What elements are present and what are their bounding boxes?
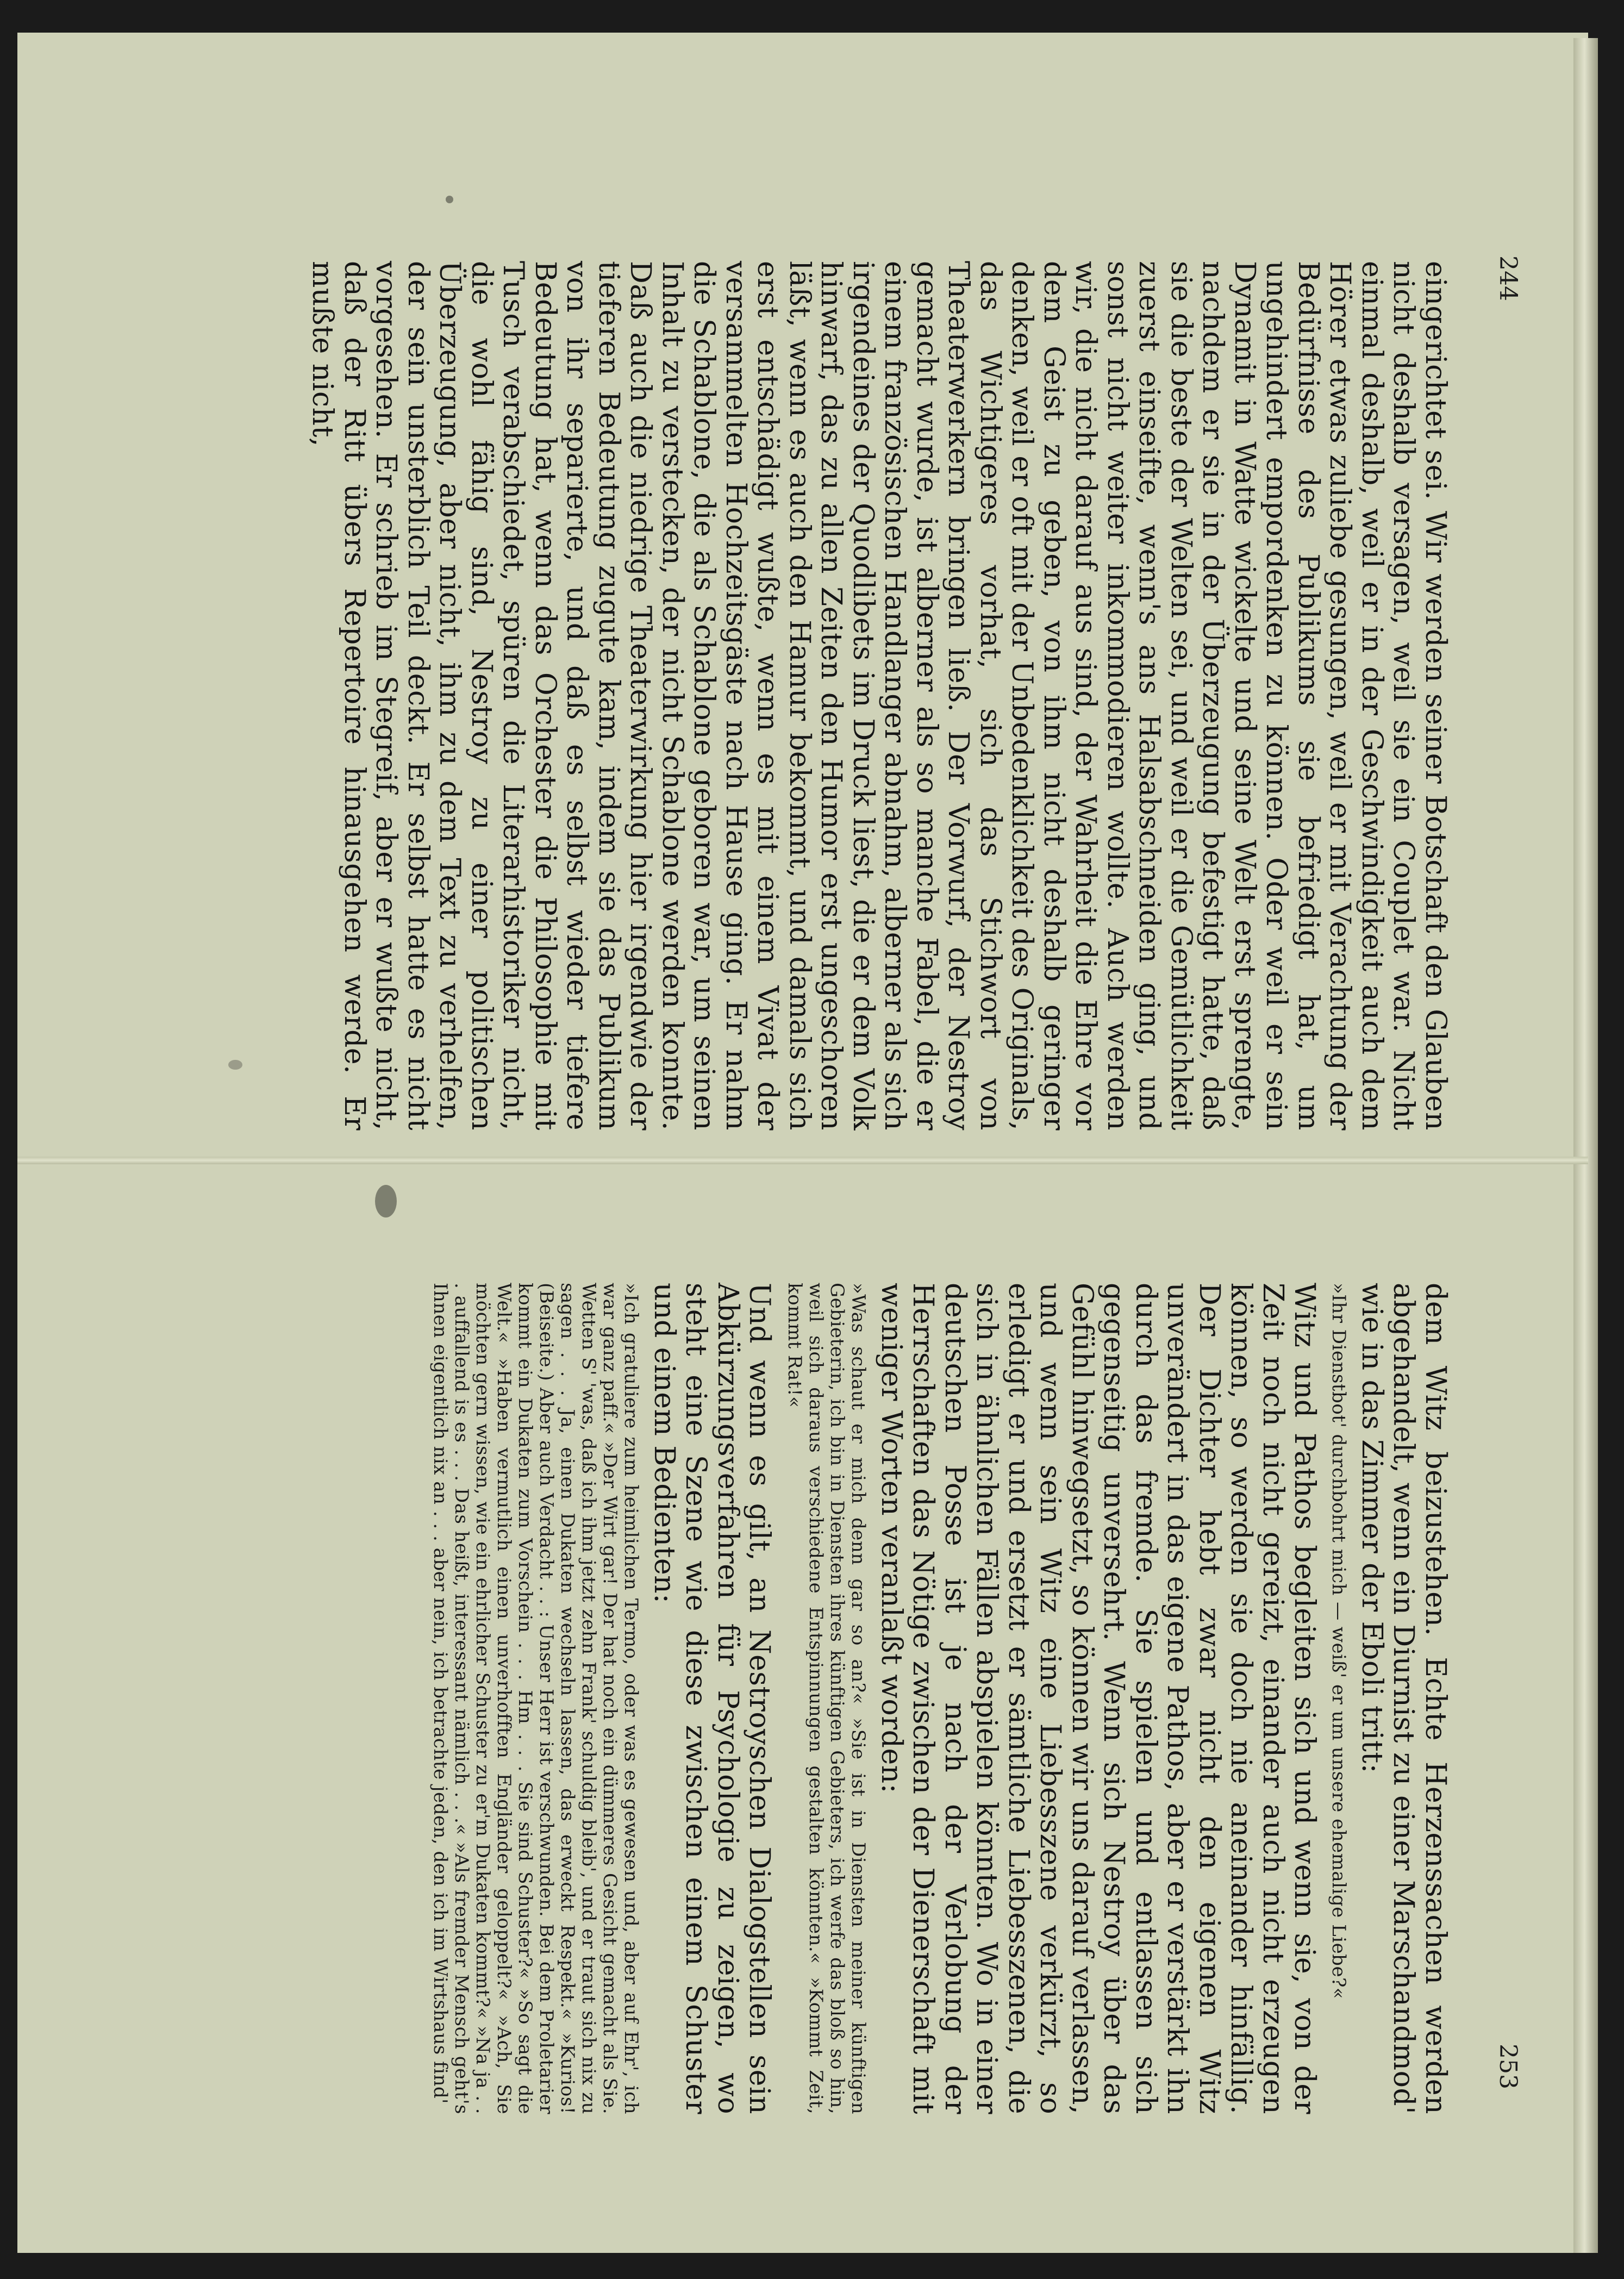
left-page-body <box>307 261 1451 1131</box>
page-edge <box>1573 38 1598 2253</box>
right-page-paragraph-1: dem Witz beizustehen. Echte Herzenssachen werden abgehandelt, wenn ein Diurnist zu einer Marschandmod' wie in das Zimmer der Eboli tritt: <box>1356 1283 1452 2114</box>
quote-dienerschaft: »Was schaut er mich denn gar so an?« »Sie ist in Diensten meiner künftigen Gebieterin, ich bin in Diensten ihres künftigen Gebieters, ich werfe das bloß so hin, weil sich daraus verschiedene Entspinnungen gestalten könnten.« »Kommt Zeit, kommt Rat!« <box>784 1283 870 2114</box>
page-number-left: 244 <box>1494 255 1522 301</box>
center-fold <box>17 1157 1588 1164</box>
right-page-body <box>422 1283 1452 2114</box>
ink-smudge <box>228 1060 242 1070</box>
ink-smudge <box>446 196 453 203</box>
quote-eboli: »Ihr Dienstbot' durchbohrt mich — weiß' er um unsere ehemalige Liebe?« <box>1328 1283 1350 2000</box>
right-page-paragraph-2: Witz und Pathos begleiten sich und wenn sie, von der Zeit noch nicht gereizt, einander auch nicht erzeugen können, so werden sie doch nie aneinander hinfällig. Der Dichter hebt zwar nicht den eigenen Witz unverändert in das eigene Pathos, aber er verstärkt ihn durch das fremde. Sie spielen und entlassen sich gegenseitig unversehrt. Wenn sich Nestroy über das Gefühl hinwegsetzt, so können wir uns darauf verlassen, und wenn sein Witz eine Liebesszene verkürzt, so erledigt er und ersetzt er sämtliche Liebesszenen, die sich in ähnlichen Fällen abspielen könnten. Wo in einer deutschen Posse ist je nach der Verlobung der Herrschaften das Nötige zwischen der Dienerschaft mit weniger Worten veranlaßt worden: <box>875 1283 1321 2114</box>
quote-schuster: »Ich gratuliere zum heimlichen Termo, oder was es gewesen und, aber auf Ehr', ich war ganz paff.« »Der Wirt gar! Der hat noch ein dümmeres Gesicht gemacht als Sie. Wetten S' 'was, daß ich ihm jetzt zehn Frank' schuldig bleib', und er traut sich nix zu sagen . . . Ja, einen Dukaten wechseln lassen, das erweckt Respekt.« »Kurios! (Beiseite.) Aber auch Verdacht . . : Unser Herr ist verschwunden. Bei dem Proletarier kommt ein Dukaten zum Vorschein . . . Hm . . . Sie sind Schuster?« »So sagt die Welt.« »Haben vermutlich einen unverhofften Engländer geloppelt?« »Ach, Sie möchten gern wissen, wie ein ehrlicher Schuster zu er'm Dukaten kommt?« »Na ja . . . auffallend is es . . . Das heißt, interessant nämlich . . .« »Als fremder Mensch geht's Ihnen eigentlich nix an . . . aber nein, ich betrachte jeden, den ich im Wirtshaus find' <box>429 1283 642 2114</box>
ink-smudge <box>375 1185 397 1217</box>
left-page-paragraph: eingerichtet sei. Wir werden seiner Botschaft den Glauben nicht deshalb versagen, weil sie ein Couplet war. Nicht einmal deshalb, weil er in der Geschwindigkeit auch dem Hörer etwas zuliebe gesungen, weil er mit Verachtung der Bedürfnisse des Publikums sie befriedigt hat, um ungehindert empordenken zu können. Oder weil er sein Dynamit in Watte wickelte und seine Welt erst sprengte, nachdem er sie in der Überzeugung befestigt hatte, daß sie die beste der Welten sei, und weil er die Gemütlichkeit zuerst einseifte, wenn's ans Halsabschneiden ging, und sonst nicht weiter inkommodieren wollte. Auch werden wir, die nicht darauf aus sind, der Wahrheit die Ehre vor dem Geist zu geben, von ihm nicht deshalb geringer denken, weil er oft mit der Unbedenklichkeit des Originals, das Wichtigeres vorhat, sich das Stichwort von Theaterwerkern bringen ließ. Der Vorwurf, der Nestroy gemacht wurde, ist alberner als so manche Fabel, die er einem französischen Handlanger abnahm, alberner als sich irgendeines der Quodlibets im Druck liest, die er dem Volk hinwarf, das zu allen Zeiten den Humor erst ungeschoren läßt, wenn es auch den Hamur bekommt, und damals sich erst entschädigt wußte, wenn es mit einem Vivat der versammelten Hochzeitsgäste nach Hause ging. Er nahm die Schablone, die als Schablone geboren war, um seinen Inhalt zu verstecken, der nicht Schablone werden konnte. Daß auch die niedrige Theaterwirkung hier irgendwie der tieferen Bedeutung zugute kam, indem sie das Publikum von ihr separierte, und daß es selbst wieder tiefere Bedeutung hat, wenn das Orchester die Philosophie mit Tusch verabschiedet, spüren die Literarhistoriker nicht, die wohl fähig sind, Nestroy zu einer politischen Überzeugung, aber nicht, ihm zu dem Text zu verhelfen, der sein unsterblich Teil deckt. Er selbst hatte es nicht vorgesehen. Er schrieb im Stegreif, aber er wußte nicht, daß der Ritt übers Repertoire hinausgehen werde. Er mußte nicht, <box>306 261 1452 1131</box>
page-number-right: 253 <box>1494 2044 1522 2089</box>
right-page-paragraph-3: Und wenn es gilt, an Nestroyschen Dialogstellen sein Abkürzungsverfahren für Psychologie zu zeigen, wo steht eine Szene wie diese zwischen einem Schuster und einem Bedienten: <box>648 1283 776 2114</box>
